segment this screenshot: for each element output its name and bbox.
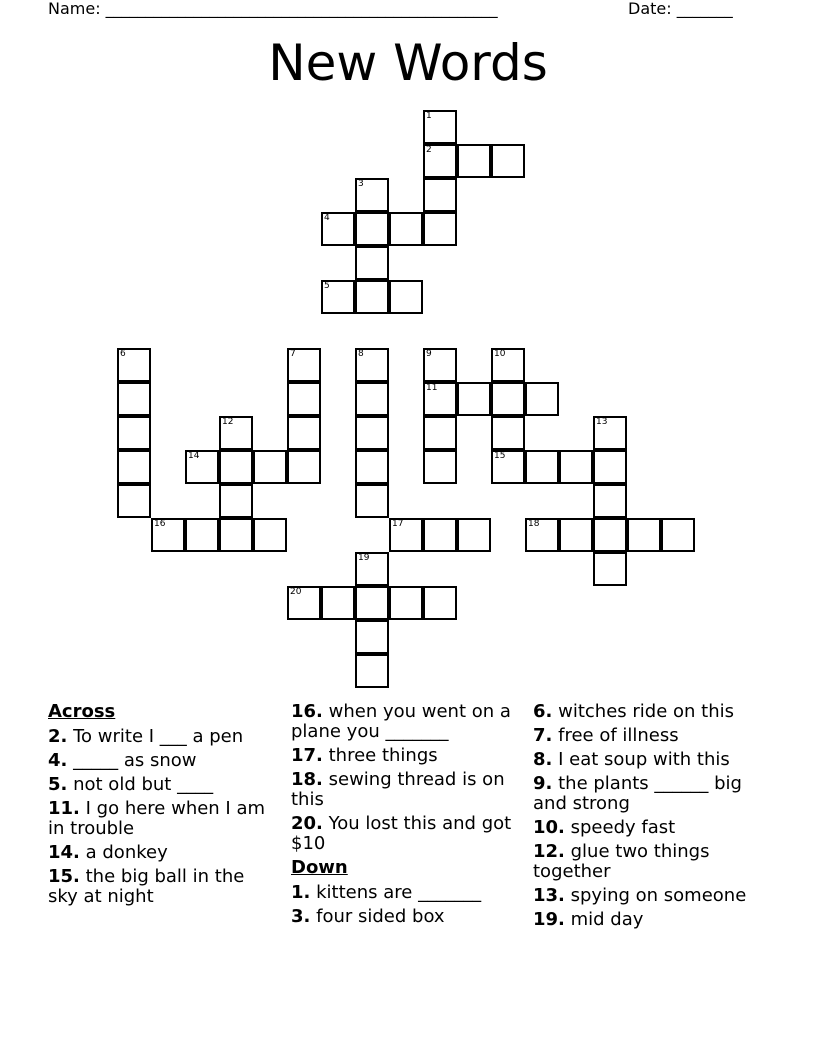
down-clue-7 (533, 726, 759, 746)
grid-cell[interactable] (491, 382, 525, 416)
down-heading: Down (291, 857, 348, 878)
grid-cell[interactable] (355, 552, 389, 586)
grid-cell[interactable] (117, 416, 151, 450)
grid-cell[interactable] (593, 450, 627, 484)
clue-number: 20. (291, 813, 323, 834)
grid-cell[interactable] (287, 382, 321, 416)
grid-cell[interactable] (287, 450, 321, 484)
down-clue-13 (533, 886, 759, 906)
grid-cell[interactable] (355, 620, 389, 654)
clue-number: 1. (291, 882, 311, 903)
grid-cell[interactable] (355, 246, 389, 280)
grid-cell[interactable] (321, 586, 355, 620)
cell-number: 3 (358, 179, 364, 189)
cell-number: 10 (494, 349, 506, 359)
clue-number: 7. (533, 725, 553, 746)
grid-cell[interactable] (287, 586, 321, 620)
grid-cell[interactable] (457, 144, 491, 178)
grid-cell[interactable] (389, 280, 423, 314)
clues-column-2 (291, 702, 517, 931)
across-clue-16 (291, 702, 517, 742)
grid-cell[interactable] (593, 552, 627, 586)
clue-number: 15. (48, 866, 80, 887)
cell-number: 9 (426, 349, 432, 359)
grid-cell[interactable] (355, 212, 389, 246)
clue-number: 11. (48, 798, 80, 819)
grid-cell[interactable] (117, 348, 151, 382)
across-clue-2 (48, 727, 274, 747)
grid-cell[interactable] (355, 416, 389, 450)
cell-number: 15 (494, 451, 506, 461)
clue-number: 19. (533, 909, 565, 930)
grid-cell[interactable] (151, 518, 185, 552)
cell-number: 2 (426, 145, 432, 155)
clue-number: 10. (533, 817, 565, 838)
grid-cell[interactable] (627, 518, 661, 552)
grid-cell[interactable] (355, 280, 389, 314)
down-clue-8 (533, 750, 759, 770)
clue-text: spying on someone (570, 885, 747, 906)
across-clue-11 (48, 799, 274, 839)
down-clue-9 (533, 774, 759, 814)
cell-number: 16 (154, 519, 166, 529)
grid-cell[interactable] (355, 586, 389, 620)
grid-cell[interactable] (355, 654, 389, 688)
clue-text: four sided box (316, 906, 445, 927)
grid-cell[interactable] (355, 484, 389, 518)
clue-text: not old but ____ (73, 774, 214, 795)
grid-cell[interactable] (253, 518, 287, 552)
clue-number: 14. (48, 842, 80, 863)
grid-cell[interactable] (219, 450, 253, 484)
cell-number: 1 (426, 111, 432, 121)
grid-cell[interactable] (423, 178, 457, 212)
down-clue-6 (533, 702, 759, 722)
grid-cell[interactable] (117, 450, 151, 484)
clue-text: when you went on a plane you _______ (291, 701, 511, 742)
grid-cell[interactable] (423, 348, 457, 382)
cell-number: 4 (324, 213, 330, 223)
cell-number: 6 (120, 349, 126, 359)
grid-cell[interactable] (491, 416, 525, 450)
grid-cell[interactable] (593, 416, 627, 450)
cell-number: 18 (528, 519, 540, 529)
grid-cell[interactable] (423, 518, 457, 552)
cell-number: 13 (596, 417, 608, 427)
name-field[interactable]: Name: _________________________________________________ (48, 0, 498, 18)
clue-text: the big ball in the sky at night (48, 866, 245, 907)
cell-number: 5 (324, 281, 330, 291)
grid-cell[interactable] (185, 518, 219, 552)
across-clue-17 (291, 746, 517, 766)
down-clue-3 (291, 907, 517, 927)
cell-number: 12 (222, 417, 234, 427)
grid-cell[interactable] (219, 518, 253, 552)
clues-column-1 (48, 702, 274, 911)
grid-cell[interactable] (491, 144, 525, 178)
grid-cell[interactable] (219, 484, 253, 518)
grid-cell[interactable] (423, 144, 457, 178)
clue-text: speedy fast (570, 817, 676, 838)
grid-cell[interactable] (287, 416, 321, 450)
clue-number: 4. (48, 750, 68, 771)
down-clue-12 (533, 842, 759, 882)
clues-column-3 (533, 702, 759, 934)
clue-text: _____ as snow (73, 750, 197, 771)
clue-text: sewing thread is on this (291, 769, 505, 810)
cell-number: 19 (358, 553, 370, 563)
grid-cell[interactable] (423, 382, 457, 416)
clue-number: 12. (533, 841, 565, 862)
clue-number: 16. (291, 701, 323, 722)
across-clue-4 (48, 751, 274, 771)
grid-cell[interactable] (491, 450, 525, 484)
grid-cell[interactable] (321, 280, 355, 314)
clue-text: I go here when I am in trouble (48, 798, 266, 839)
grid-cell[interactable] (355, 450, 389, 484)
clue-number: 2. (48, 726, 68, 747)
across-clue-15 (48, 867, 274, 907)
across-clue-18 (291, 770, 517, 810)
across-heading: Across (48, 701, 116, 722)
cell-number: 8 (358, 349, 364, 359)
across-clue-20 (291, 814, 517, 854)
grid-cell[interactable] (661, 518, 695, 552)
grid-cell[interactable] (457, 518, 491, 552)
grid-cell[interactable] (355, 348, 389, 382)
grid-cell[interactable] (457, 382, 491, 416)
across-clue-14 (48, 843, 274, 863)
grid-cell[interactable] (423, 212, 457, 246)
grid-cell[interactable] (389, 586, 423, 620)
date-field[interactable]: Date: _______ (628, 0, 733, 18)
grid-cell[interactable] (423, 110, 457, 144)
cell-number: 17 (392, 519, 404, 529)
clue-text: the plants ______ big and strong (533, 773, 742, 814)
clue-text: witches ride on this (558, 701, 734, 722)
grid-cell[interactable] (525, 450, 559, 484)
grid-cell[interactable] (525, 518, 559, 552)
clue-text: I eat soup with this (558, 749, 730, 770)
cell-number: 11 (426, 383, 438, 393)
clue-number: 5. (48, 774, 68, 795)
down-clue-1 (291, 883, 517, 903)
grid-cell[interactable] (389, 212, 423, 246)
grid-cell[interactable] (423, 416, 457, 450)
grid-cell[interactable] (559, 450, 593, 484)
grid-cell[interactable] (559, 518, 593, 552)
grid-cell[interactable] (117, 484, 151, 518)
clue-text: To write I ___ a pen (73, 726, 244, 747)
grid-cell[interactable] (117, 382, 151, 416)
clue-number: 18. (291, 769, 323, 790)
cell-number: 7 (290, 349, 296, 359)
clue-number: 17. (291, 745, 323, 766)
grid-cell[interactable] (525, 382, 559, 416)
grid-cell[interactable] (287, 348, 321, 382)
clue-number: 9. (533, 773, 553, 794)
clue-number: 13. (533, 885, 565, 906)
grid-cell[interactable] (321, 212, 355, 246)
clue-text: three things (328, 745, 438, 766)
clue-text: You lost this and got $10 (291, 813, 512, 854)
grid-cell[interactable] (593, 518, 627, 552)
grid-cell[interactable] (593, 484, 627, 518)
cell-number: 20 (290, 587, 302, 597)
grid-cell[interactable] (253, 450, 287, 484)
page-title: New Words (268, 34, 548, 92)
across-clue-5 (48, 775, 274, 795)
grid-cell[interactable] (355, 178, 389, 212)
clue-number: 3. (291, 906, 311, 927)
clue-text: kittens are _______ (316, 882, 482, 903)
clue-text: mid day (570, 909, 644, 930)
grid-cell[interactable] (423, 450, 457, 484)
clue-number: 6. (533, 701, 553, 722)
down-clue-19 (533, 910, 759, 930)
down-clue-10 (533, 818, 759, 838)
cell-number: 14 (188, 451, 200, 461)
grid-cell[interactable] (491, 348, 525, 382)
clue-text: a donkey (85, 842, 168, 863)
grid-cell[interactable] (355, 382, 389, 416)
grid-cell[interactable] (185, 450, 219, 484)
clue-number: 8. (533, 749, 553, 770)
clue-text: glue two things together (533, 841, 710, 882)
grid-cell[interactable] (423, 586, 457, 620)
grid-cell[interactable] (219, 416, 253, 450)
clue-text: free of illness (558, 725, 679, 746)
grid-cell[interactable] (389, 518, 423, 552)
